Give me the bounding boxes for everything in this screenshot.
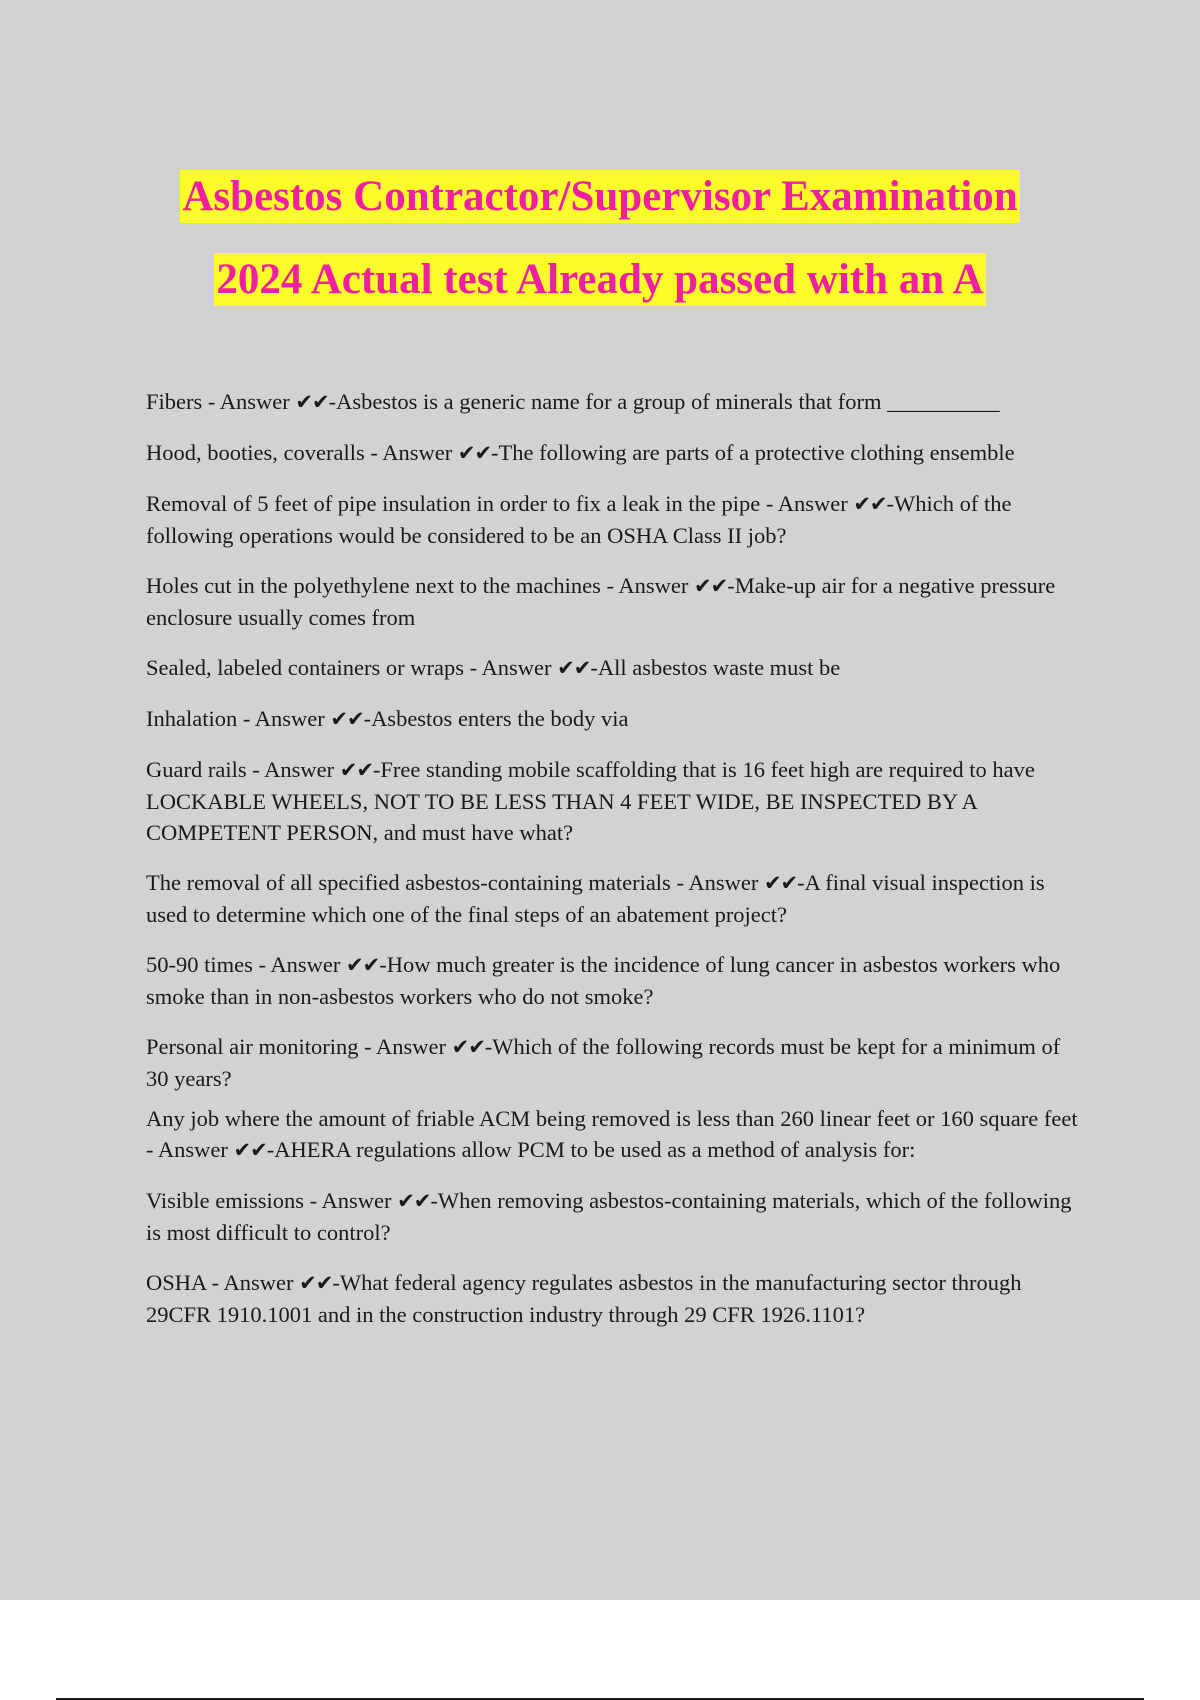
double-check-icon: ✔✔ xyxy=(299,1271,333,1295)
qa-item: Personal air monitoring - Answer ✔✔-Which of the following records must be kept for a minimum of 30 years? xyxy=(146,1034,1061,1091)
qa-answer: Any job where the amount of friable ACM being removed is less than 260 linear feet or 160 square feet xyxy=(146,1106,1078,1131)
qa-separator: Answer xyxy=(777,491,848,516)
qa-separator: Answer xyxy=(618,573,689,598)
qa-answer: Personal air monitoring xyxy=(146,1034,359,1059)
qa-item: Guard rails - Answer ✔✔-Free standing mobile scaffolding that is 16 feet high are required to have LOCKABLE WHEELS, NOT TO BE LESS THAN 4 FEET WIDE, BE INSPECTED BY A COMPETENT PERSON, and must have what? xyxy=(146,757,1035,845)
qa-answer: Fibers xyxy=(146,389,203,414)
qa-question: What federal agency regulates asbestos in the manufacturing sector through 29CFR 1910.1001 and in the construction industry through 29 CFR 1926.1101? xyxy=(146,1270,1022,1327)
qa-answer: Guard rails xyxy=(146,757,247,782)
qa-question: Asbestos is a generic name for a group of minerals that form __________ xyxy=(336,389,1000,414)
qa-question: Free standing mobile scaffolding that is 16 feet high are required to have LOCKABLE WHEELS, NOT TO BE LESS THAN 4 FEET WIDE, BE INSPECTED BY A COMPETENT PERSON, and must have what? xyxy=(146,757,1035,845)
qa-item: Visible emissions - Answer ✔✔-When removing asbestos-containing materials, which of the following is most difficult to control? xyxy=(146,1188,1072,1245)
double-check-icon: ✔✔ xyxy=(763,871,798,895)
qa-question: All asbestos waste must be xyxy=(597,655,841,680)
qa-separator: Answer xyxy=(219,389,290,414)
double-check-icon: ✔✔ xyxy=(233,1138,267,1162)
qa-question: How much greater is the incidence of lung cancer in asbestos workers who smoke than in non-asbestos workers who do not smoke? xyxy=(146,952,1061,1009)
qa-question: When removing asbestos-containing materials, which of the following is most difficult to control? xyxy=(146,1188,1072,1245)
qa-question: AHERA regulations allow PCM to be used as a method of analysis for: xyxy=(274,1137,916,1162)
qa-item: Removal of 5 feet of pipe insulation in order to fix a leak in the pipe - Answer ✔✔-Which of the following operations would be considered to be an OSHA Class II job? xyxy=(146,491,1012,548)
qa-item: Inhalation - Answer ✔✔-Asbestos enters the body via xyxy=(146,706,629,731)
double-check-icon: ✔✔ xyxy=(397,1189,431,1213)
qa-answer: Removal of 5 feet of pipe insulation in order to fix a leak in the pipe xyxy=(146,491,761,516)
qa-separator: Answer xyxy=(264,757,335,782)
qa-item: Holes cut in the polyethylene next to the machines - Answer ✔✔-Make-up air for a negative pressure enclosure usually comes from xyxy=(146,573,1056,630)
qa-separator: Answer xyxy=(688,870,759,895)
qa-answer: Visible emissions xyxy=(146,1188,305,1213)
qa-item: 50-90 times - Answer ✔✔-How much greater is the incidence of lung cancer in asbestos workers who smoke than in non-asbestos workers who do not smoke? xyxy=(146,952,1061,1009)
qa-answer: OSHA xyxy=(146,1270,207,1295)
double-check-icon: ✔✔ xyxy=(346,953,380,977)
qa-question: A final visual inspection is used to determine which one of the final steps of an abatement project? xyxy=(146,870,1045,927)
document-title xyxy=(0,170,1200,306)
qa-answer: Hood, booties, coveralls xyxy=(146,440,365,465)
qa-answer: 50-90 times xyxy=(146,952,253,977)
qa-question: Make-up air for a negative pressure enclosure usually comes from xyxy=(146,573,1056,630)
qa-item: Hood, booties, coveralls - Answer ✔✔-The following are parts of a protective clothing ensemble xyxy=(146,440,1015,465)
page-footer-area xyxy=(0,1600,1200,1700)
qa-separator: Answer xyxy=(157,1137,228,1162)
title-line-1: Asbestos Contractor/Supervisor Examination xyxy=(180,170,1019,223)
qa-question: Asbestos enters the body via xyxy=(371,706,629,731)
double-check-icon: ✔✔ xyxy=(853,492,887,516)
title-line-2: 2024 Actual test Already passed with an A xyxy=(214,253,985,306)
qa-list xyxy=(146,386,1086,1349)
qa-question: Which of the following records must be kept for a minimum of 30 years? xyxy=(146,1034,1061,1091)
qa-item: Sealed, labeled containers or wraps - Answer ✔✔-All asbestos waste must be xyxy=(146,655,841,680)
double-check-icon: ✔✔ xyxy=(451,1035,485,1059)
double-check-icon: ✔✔ xyxy=(557,656,591,680)
qa-item: OSHA - Answer ✔✔-What federal agency regulates asbestos in the manufacturing sector through 29CFR 1910.1001 and in the construction industry through 29 CFR 1926.1101? xyxy=(146,1270,1022,1327)
qa-item: The removal of all specified asbestos-containing materials - Answer ✔✔-A final visual inspection is used to determine which one of the final steps of an abatement project? xyxy=(146,870,1045,927)
double-check-icon: ✔✔ xyxy=(330,707,364,731)
qa-separator: Answer xyxy=(321,1188,392,1213)
qa-question: The following are parts of a protective clothing ensemble xyxy=(498,440,1015,465)
qa-separator: Answer xyxy=(375,1034,446,1059)
double-check-icon: ✔✔ xyxy=(457,441,492,465)
qa-answer: Inhalation xyxy=(146,706,238,731)
qa-answer: Holes cut in the polyethylene next to the machines xyxy=(146,573,601,598)
qa-answer: Sealed, labeled containers or wraps xyxy=(146,655,464,680)
double-check-icon: ✔✔ xyxy=(295,390,329,414)
qa-separator: Answer xyxy=(223,1270,294,1295)
qa-separator: Answer xyxy=(270,952,341,977)
double-check-icon: ✔✔ xyxy=(339,758,373,782)
qa-separator: Answer xyxy=(382,440,453,465)
double-check-icon: ✔✔ xyxy=(694,574,728,598)
qa-item: Any job where the amount of friable ACM being removed is less than 260 linear feet or 160 square feet - Answer ✔✔-AHERA regulations allow PCM to be used as a method of analysis for: xyxy=(146,1106,1078,1162)
qa-answer: The removal of all specified asbestos-containing materials xyxy=(146,870,671,895)
qa-item: Fibers - Answer ✔✔-Asbestos is a generic name for a group of minerals that form __________ xyxy=(146,389,1000,414)
qa-separator: Answer xyxy=(254,706,325,731)
qa-separator: Answer xyxy=(481,655,552,680)
qa-question: Which of the following operations would be considered to be an OSHA Class II job? xyxy=(146,491,1012,548)
